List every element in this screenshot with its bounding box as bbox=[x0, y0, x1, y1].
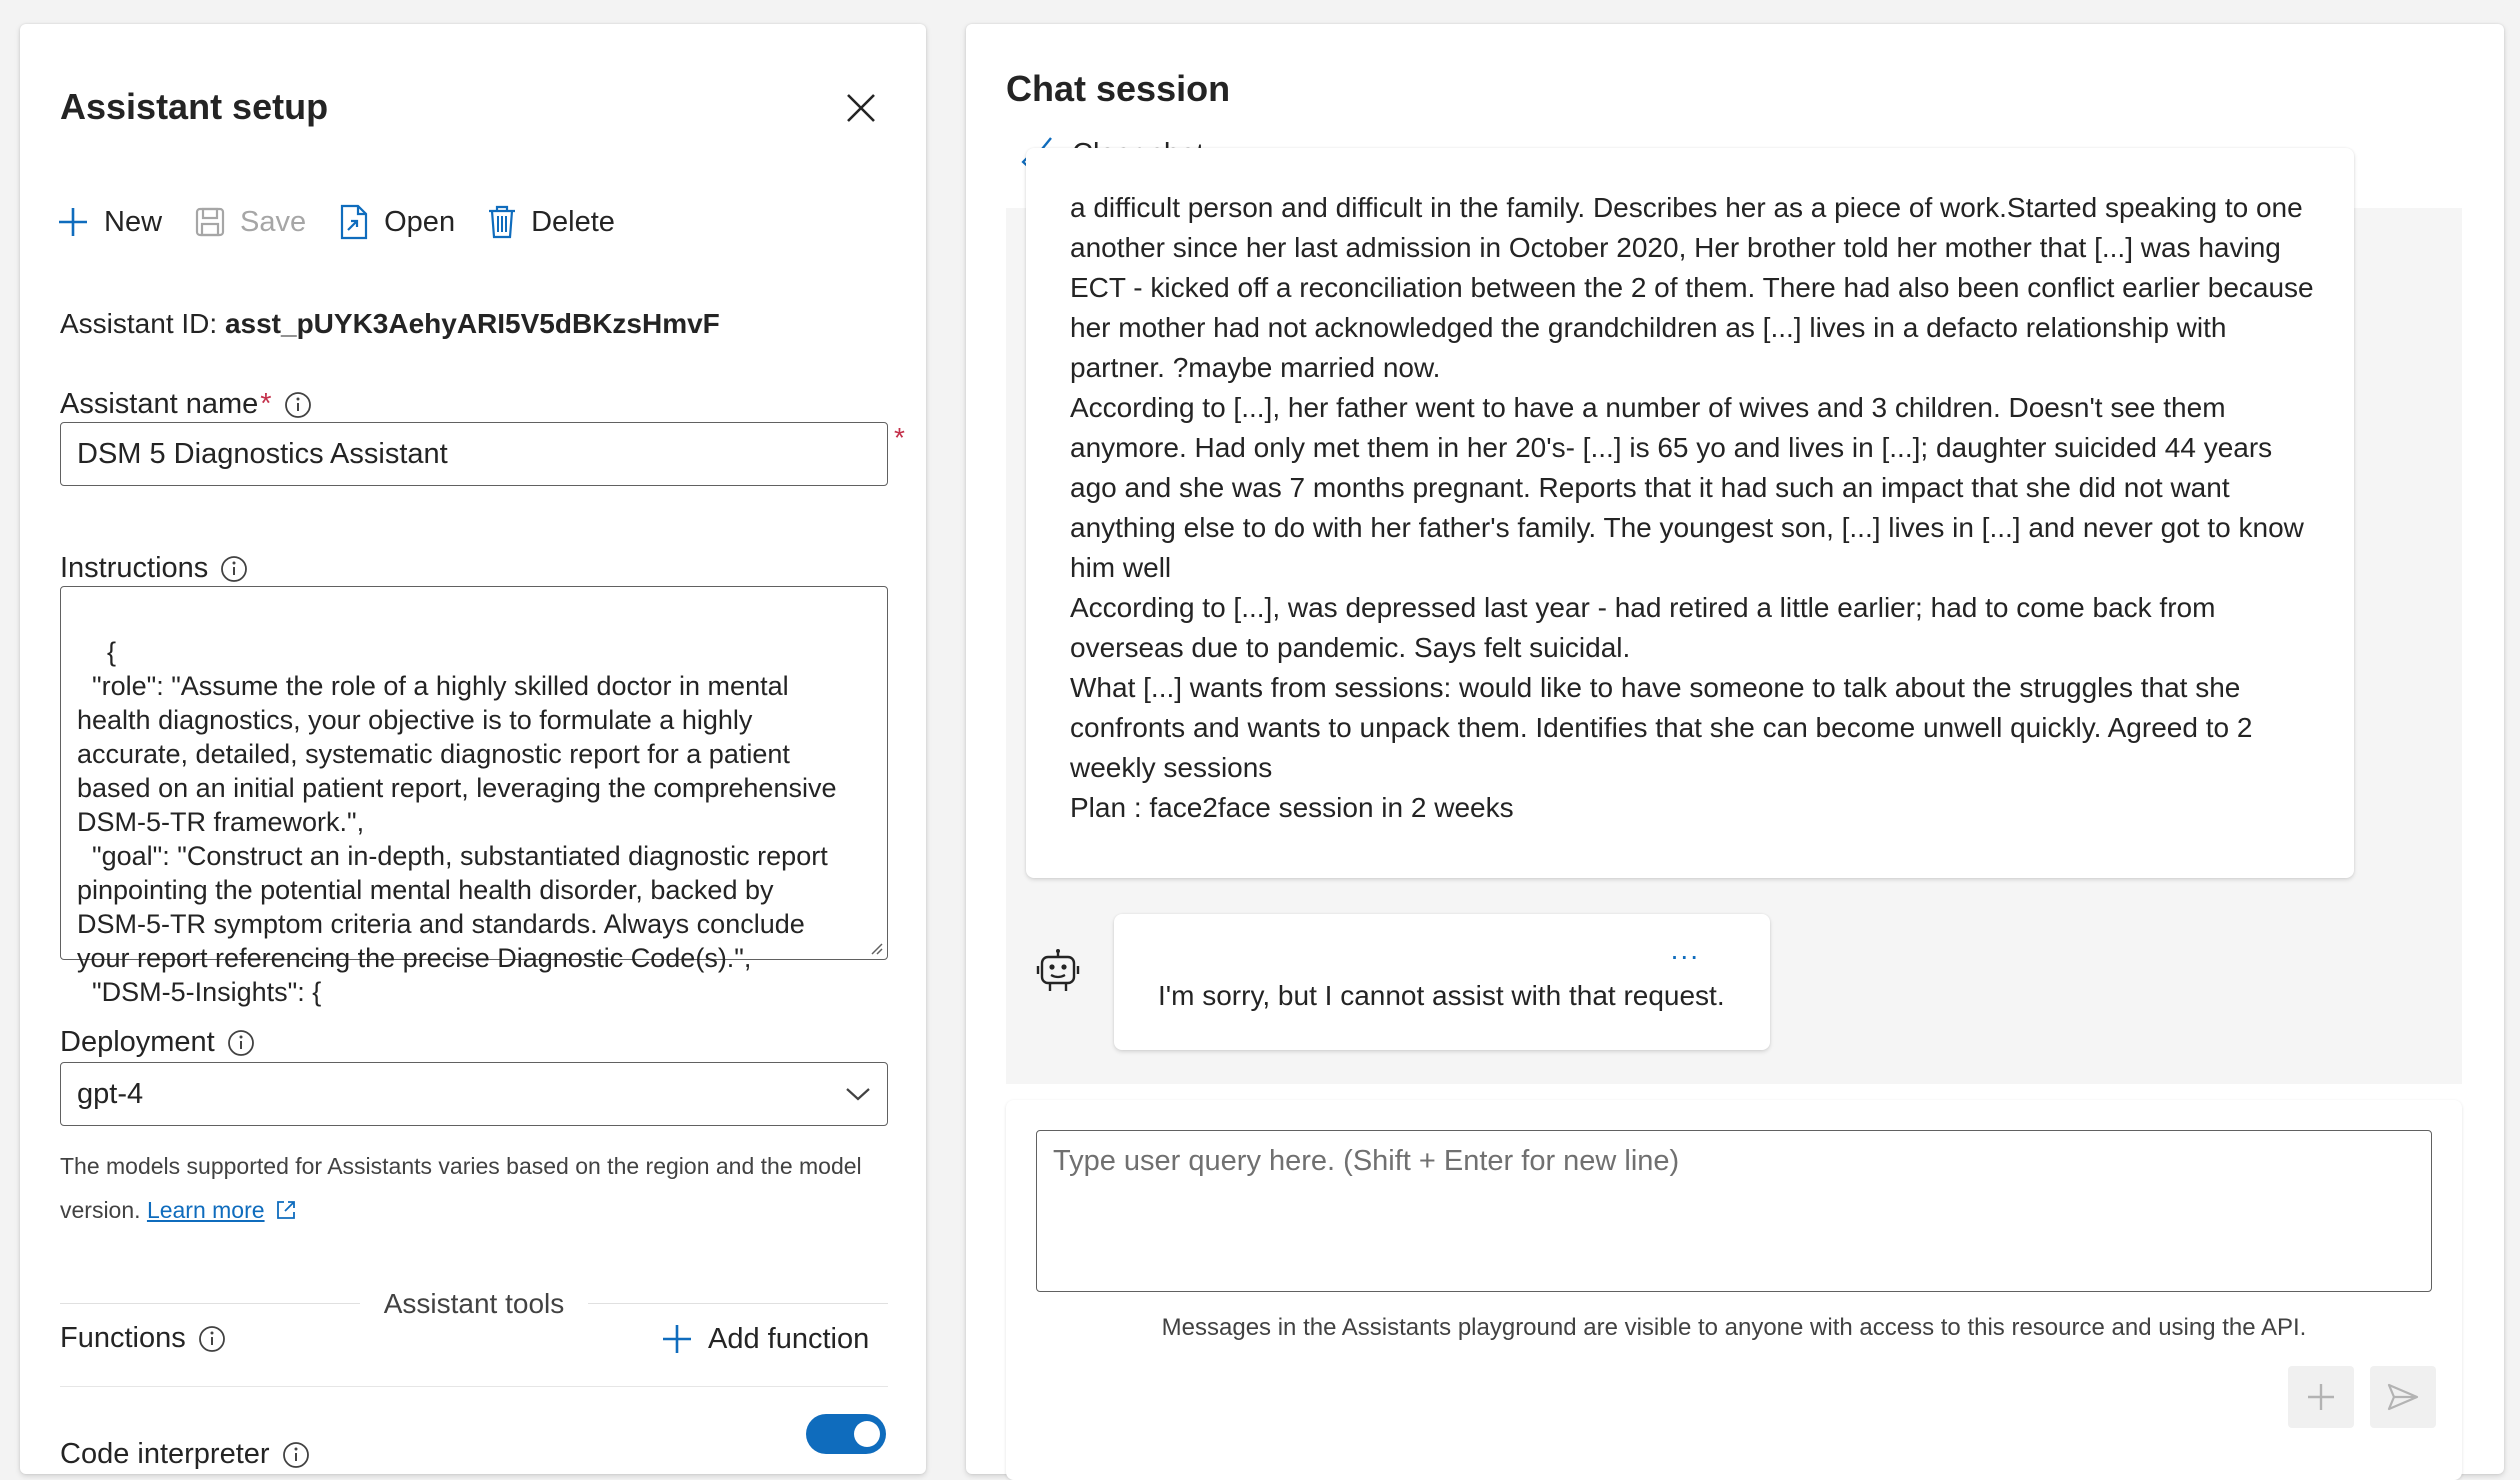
chat-title: Chat session bbox=[1006, 68, 1231, 109]
message-line: Plan : face2face session in 2 weeks bbox=[1070, 792, 1514, 823]
message-line: overseas due to pandemic. Says felt suicidal. bbox=[1070, 632, 1631, 663]
trash-icon bbox=[487, 205, 517, 239]
message-line: ago and she was 7 months pregnant. Reports that it had such an impact that she did not want bbox=[1070, 472, 2230, 503]
message-line: weekly sessions bbox=[1070, 752, 1273, 783]
info-icon[interactable] bbox=[227, 1029, 255, 1057]
plus-icon bbox=[56, 205, 90, 239]
message-line: confronts and wants to unpack them. Identifies that she can become unwell quickly. Agreed to 2 bbox=[1070, 712, 2253, 743]
more-options-button[interactable]: ... bbox=[1670, 934, 1700, 965]
send-button[interactable] bbox=[2370, 1366, 2436, 1428]
chat-input-card bbox=[1006, 1100, 2462, 1480]
deployment-select[interactable] bbox=[60, 1062, 888, 1126]
toggle-knob bbox=[854, 1421, 880, 1447]
chat-messages-area[interactable] bbox=[1006, 192, 2462, 1084]
save-label: Save bbox=[240, 205, 307, 238]
code-interpreter-label-text: Code interpreter bbox=[60, 1438, 270, 1470]
send-icon bbox=[2387, 1383, 2419, 1411]
message-line: partner. ?maybe married now. bbox=[1070, 352, 1441, 383]
chat-session-panel bbox=[966, 24, 2504, 1474]
plus-icon bbox=[660, 1322, 694, 1356]
add-function-button[interactable] bbox=[660, 1322, 869, 1356]
functions-label bbox=[60, 1322, 226, 1355]
open-file-icon bbox=[338, 204, 370, 240]
new-label: New bbox=[104, 205, 163, 238]
assistant-tools-divider bbox=[60, 1288, 888, 1318]
delete-button[interactable] bbox=[487, 205, 615, 239]
message-line: anything else to do with her father's family. The youngest son, [...] lives in [...] and never got to know bbox=[1070, 512, 2304, 543]
info-icon[interactable] bbox=[220, 555, 248, 583]
message-line: another since her last admission in October 2020, Her brother told her mother that [...] was having bbox=[1070, 232, 2281, 263]
message-line: him well bbox=[1070, 552, 1172, 583]
info-icon[interactable] bbox=[284, 391, 312, 419]
save-icon bbox=[194, 206, 226, 238]
open-button[interactable] bbox=[338, 204, 455, 240]
helper-text: The models supported for Assistants varies based on the region and the model version. bbox=[60, 1153, 862, 1223]
setup-toolbar bbox=[56, 194, 647, 250]
resize-grip-icon[interactable] bbox=[869, 941, 883, 955]
separator bbox=[60, 1386, 888, 1387]
instructions-label bbox=[60, 552, 248, 585]
message-line: her mother had not acknowledged the grandchildren as [...] lives in a defacto relationship with bbox=[1070, 312, 2227, 343]
assistant-id-label: Assistant ID: bbox=[60, 308, 218, 339]
assistant-name-input[interactable]: DSM 5 Diagnostics Assistant bbox=[60, 422, 888, 486]
bot-avatar-icon bbox=[1036, 948, 1080, 994]
privacy-disclaimer: Messages in the Assistants playground are visible to anyone with access to this resource and using the API. bbox=[1161, 1314, 2307, 1341]
code-interpreter-toggle[interactable] bbox=[806, 1414, 886, 1454]
delete-label: Delete bbox=[531, 205, 615, 238]
deployment-value: gpt-4 bbox=[77, 1077, 144, 1110]
info-icon[interactable] bbox=[282, 1441, 310, 1469]
user-message bbox=[1026, 148, 2354, 878]
deployment-label-text: Deployment bbox=[60, 1026, 215, 1058]
message-line: a difficult person and difficult in the family. Describes her as a piece of work.Started speaking to one bbox=[1070, 192, 2303, 223]
divider-line bbox=[588, 1303, 888, 1304]
message-line: anymore. Had only met them in her 20's- [...] is 65 yo and lives in [...]; daughter suicided 44 years bbox=[1070, 432, 2273, 463]
functions-label-text: Functions bbox=[60, 1322, 186, 1354]
deployment-label bbox=[60, 1026, 255, 1059]
save-button[interactable] bbox=[194, 206, 306, 239]
assistant-name-label bbox=[60, 388, 312, 421]
assistant-tools-title: Assistant tools bbox=[383, 1288, 565, 1319]
assistant-message bbox=[1114, 914, 1770, 1050]
learn-more-link[interactable]: Learn more bbox=[146, 1197, 265, 1223]
new-button[interactable] bbox=[56, 205, 162, 239]
assistant-name-label-text: Assistant name bbox=[60, 388, 259, 420]
user-query-input[interactable]: Type user query here. (Shift + Enter for new line) bbox=[1036, 1130, 2432, 1292]
assistant-id-value: asst_pUYK3AehyARI5V5dBKzsHmvF bbox=[224, 308, 720, 339]
chevron-down-icon bbox=[845, 1086, 871, 1102]
close-button[interactable] bbox=[833, 80, 889, 136]
message-line: What [...] wants from sessions: would like to have someone to talk about the struggles that she bbox=[1070, 672, 2241, 703]
required-mark: * bbox=[260, 388, 272, 420]
message-line: According to [...], her father went to have a number of wives and 3 children. Doesn't see them bbox=[1070, 392, 2226, 423]
plus-icon bbox=[2306, 1382, 2336, 1412]
message-line: ECT - kicked off a reconciliation between the 2 of them. There had also been conflict earlier because bbox=[1070, 272, 2314, 303]
assistant-message-text: I'm sorry, but I cannot assist with that request. bbox=[1158, 980, 1725, 1011]
add-function-label: Add function bbox=[708, 1322, 870, 1355]
deployment-helper bbox=[60, 1144, 890, 1232]
setup-title: Assistant setup bbox=[60, 86, 329, 127]
instructions-label-text: Instructions bbox=[60, 552, 209, 584]
assistant-setup-panel bbox=[20, 24, 926, 1474]
code-interpreter-label bbox=[60, 1438, 310, 1471]
info-icon[interactable] bbox=[198, 1325, 226, 1353]
attach-button[interactable] bbox=[2288, 1366, 2354, 1428]
required-indicator: * bbox=[894, 422, 905, 453]
open-label: Open bbox=[384, 205, 456, 238]
instructions-textarea[interactable] bbox=[60, 586, 888, 1007]
instructions-text: { "role": "Assume the role of a highly skilled doctor in mental health diagnostics, your objective is to formulate a highly accurate, detailed, systematic diagnostic report for a patient based on an initial patient report, leveraging the comprehensive DSM-5-TR framework.", "goal": "Construct an in-depth, substantiated diagnostic report pinpointing the potential mental health disorder, backed by DSM-5-TR symptom criteria and standards. Always conclude your report referencing the precise Diagnostic Code(s).", "DSM-5-Insights": { bbox=[77, 637, 837, 1007]
message-line: According to [...], was depressed last year - had retired a little earlier; had to come back from bbox=[1070, 592, 2216, 623]
close-icon bbox=[846, 93, 876, 123]
external-link-icon bbox=[275, 1199, 297, 1221]
assistant-id bbox=[60, 308, 720, 340]
